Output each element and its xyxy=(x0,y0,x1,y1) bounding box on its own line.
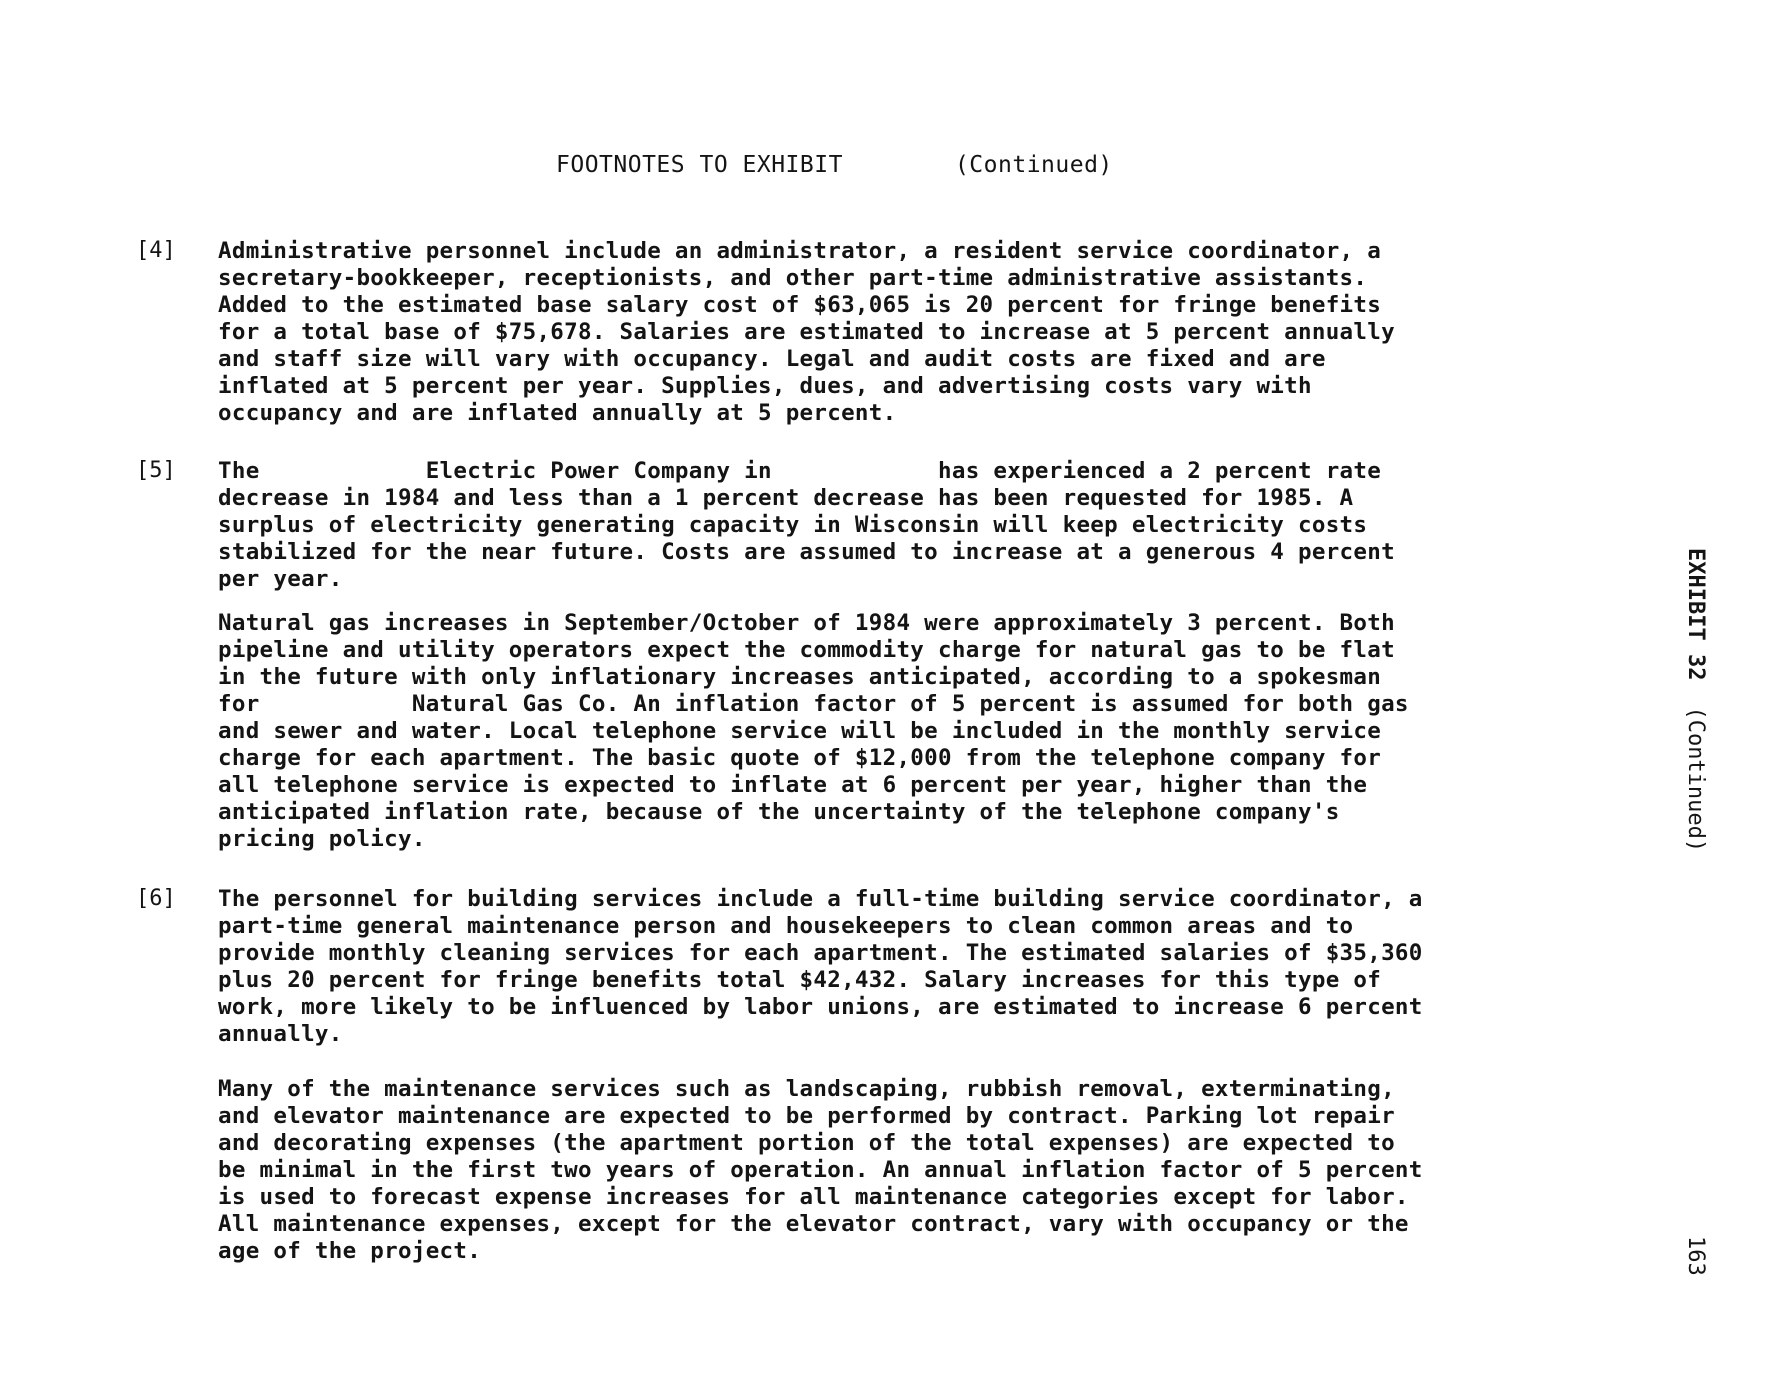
text-line: plus 20 percent for fringe benefits total $42,432. Salary increases for this type of xyxy=(218,967,1382,993)
text-line: for a total base of $75,678. Salaries are estimated to increase at 5 percent annually xyxy=(218,319,1395,345)
text-line: per year. xyxy=(218,566,343,592)
text-line: for Natural Gas Co. An inflation factor of 5 percent is assumed for both gas xyxy=(218,691,1409,717)
text-line: occupancy and are inflated annually at 5 percent. xyxy=(218,400,897,426)
text-line: age of the project. xyxy=(218,1238,482,1264)
maintenance-paragraph xyxy=(218,1076,1658,1265)
text-line: stabilized for the near future. Costs are assumed to increase at a generous 4 percent xyxy=(218,539,1395,565)
text-line: annually. xyxy=(218,1021,343,1047)
text-line: surplus of electricity generating capacity in Wisconsin will keep electricity costs xyxy=(218,512,1368,538)
text-line: decrease in 1984 and less than a 1 percent decrease has been requested for 1985. A xyxy=(218,485,1354,511)
text-line: and staff size will vary with occupancy. Legal and audit costs are fixed and are xyxy=(218,346,1326,372)
natural-gas-paragraph xyxy=(218,610,1658,853)
text-line: pipeline and utility operators expect the commodity charge for natural gas to be flat xyxy=(218,637,1395,663)
text-line: All maintenance expenses, except for the elevator contract, vary with occupancy or the xyxy=(218,1211,1409,1237)
text-line: be minimal in the first two years of operation. An annual inflation factor of 5 percent xyxy=(218,1157,1423,1183)
text-line: provide monthly cleaning services for each apartment. The estimated salaries of $35,360 xyxy=(218,940,1423,966)
text-line: The personnel for building services include a full-time building service coordinator, a xyxy=(218,886,1423,912)
text-line: charge for each apartment. The basic quote of $12,000 from the telephone company for xyxy=(218,745,1382,771)
text-line: and sewer and water. Local telephone service will be included in the monthly service xyxy=(218,718,1382,744)
text-line: part-time general maintenance person and housekeepers to clean common areas and to xyxy=(218,913,1354,939)
exhibit-side-label xyxy=(1683,548,1708,852)
text-line: work, more likely to be influenced by labor unions, are estimated to increase 6 percent xyxy=(218,994,1423,1020)
text-line: and decorating expenses (the apartment portion of the total expenses) are expected to xyxy=(218,1130,1395,1156)
footnote-body xyxy=(218,458,1658,593)
text-line: and elevator maintenance are expected to be performed by contract. Parking lot repair xyxy=(218,1103,1395,1129)
text-line: is used to forecast expense increases for all maintenance categories except for labor. xyxy=(218,1184,1409,1210)
page-number: 163 xyxy=(1683,1236,1708,1276)
text-line: Many of the maintenance services such as landscaping, rubbish removal, exterminating, xyxy=(218,1076,1395,1102)
footnote-number: [4] xyxy=(136,238,176,263)
page-heading xyxy=(556,152,1113,178)
exhibit-label: EXHIBIT 32 xyxy=(1683,548,1708,681)
footnote-number: [6] xyxy=(136,886,176,911)
footnote-number: [5] xyxy=(136,458,176,483)
text-line: secretary-bookkeeper, receptionists, and other part-time administrative assistants. xyxy=(218,265,1368,291)
text-line: anticipated inflation rate, because of the uncertainty of the telephone company's xyxy=(218,799,1340,825)
text-line: The Electric Power Company in has experienced a 2 percent rate xyxy=(218,458,1382,484)
text-line: inflated at 5 percent per year. Supplies, dues, and advertising costs vary with xyxy=(218,373,1312,399)
text-line: all telephone service is expected to inflate at 6 percent per year, higher than the xyxy=(218,772,1368,798)
footnote-body xyxy=(218,886,1658,1048)
footnote-body xyxy=(218,238,1658,427)
exhibit-continued: (Continued) xyxy=(1683,706,1708,853)
text-line: Administrative personnel include an administrator, a resident service coordinator, a xyxy=(218,238,1382,264)
text-line: pricing policy. xyxy=(218,826,426,852)
text-line: in the future with only inflationary increases anticipated, according to a spokesman xyxy=(218,664,1382,690)
heading-title: FOOTNOTES TO EXHIBIT xyxy=(556,152,843,178)
text-line: Added to the estimated base salary cost of $63,065 is 20 percent for fringe benefits xyxy=(218,292,1382,318)
heading-continued: (Continued) xyxy=(954,152,1113,178)
text-line: Natural gas increases in September/October of 1984 were approximately 3 percent. Both xyxy=(218,610,1395,636)
